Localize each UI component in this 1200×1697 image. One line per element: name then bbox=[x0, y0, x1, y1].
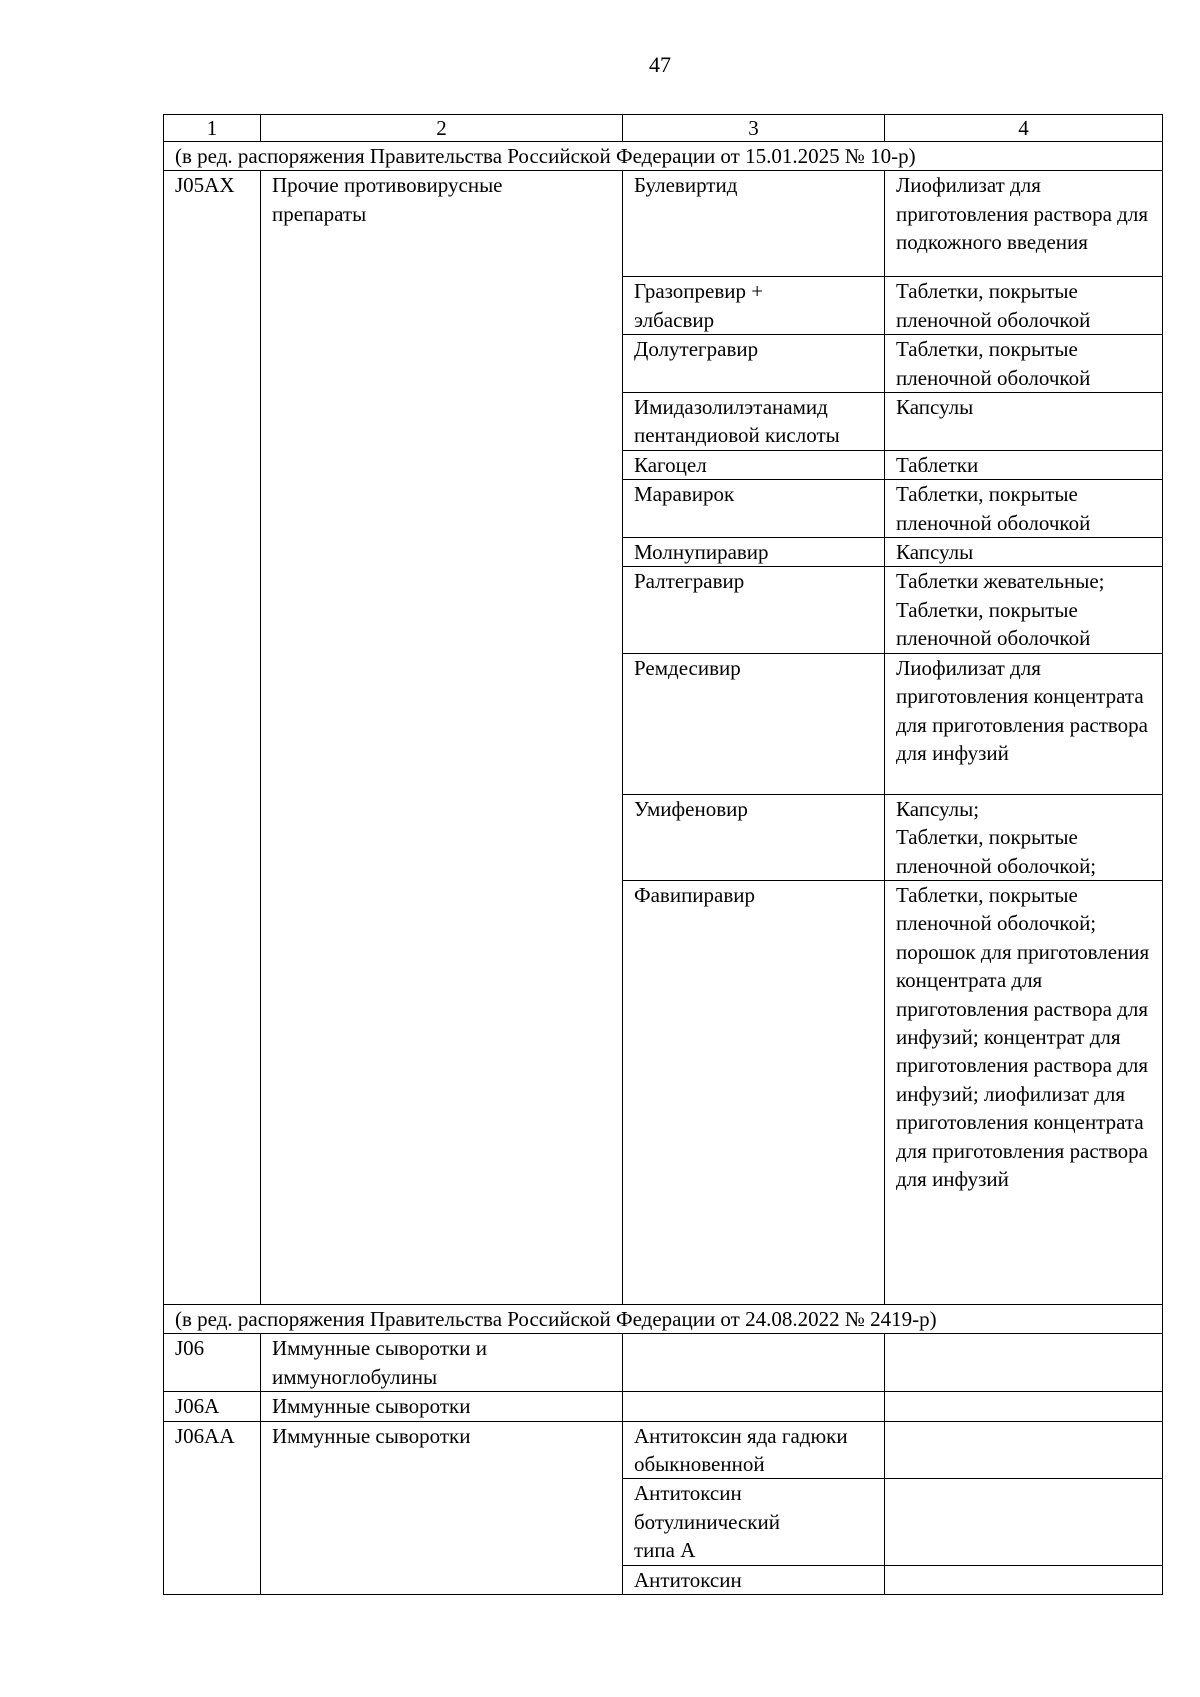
drug-name: Маравирок bbox=[623, 480, 885, 538]
drug-name: Фавипиравир bbox=[623, 880, 885, 1304]
dosage-form: Капсулы bbox=[885, 393, 1163, 451]
group-name: Иммунные сыворотки и иммуноглобулины bbox=[261, 1334, 623, 1392]
atc-code: J06A bbox=[164, 1392, 261, 1421]
table-row bbox=[164, 1421, 1163, 1479]
drug-name: Долутегравир bbox=[623, 335, 885, 393]
drug-name: Гразопревир + элбасвир bbox=[623, 277, 885, 335]
dosage-form: Лиофилизат для приготовления концентрата для приготовления раствора для инфузий bbox=[885, 653, 1163, 794]
atc-code: J06AA bbox=[164, 1421, 261, 1594]
header-cell: 1 bbox=[164, 115, 261, 142]
dosage-form: Лиофилизат для приготовления раствора для подкожного введения bbox=[885, 171, 1163, 277]
dosage-form bbox=[885, 1334, 1163, 1392]
dosage-form bbox=[885, 1421, 1163, 1479]
table-row bbox=[164, 171, 1163, 277]
dosage-form: Таблетки bbox=[885, 450, 1163, 479]
dosage-form bbox=[885, 1479, 1163, 1565]
atc-code: J06 bbox=[164, 1334, 261, 1392]
group-name: Прочие противовирусные препараты bbox=[261, 171, 623, 1305]
group-name: Иммунные сыворотки bbox=[261, 1421, 623, 1594]
table-row bbox=[164, 1334, 1163, 1392]
group-name: Иммунные сыворотки bbox=[261, 1392, 623, 1421]
dosage-form: Капсулы bbox=[885, 538, 1163, 567]
dosage-form: Капсулы; Таблетки, покрытые пленочной оболочкой; bbox=[885, 794, 1163, 880]
amendment-note-row bbox=[164, 142, 1163, 171]
amendment-note: (в ред. распоряжения Правительства Российской Федерации от 24.08.2022 № 2419-р) bbox=[164, 1304, 1163, 1333]
dosage-form bbox=[885, 1392, 1163, 1421]
drug-name bbox=[623, 1334, 885, 1392]
drug-name: Молнупиравир bbox=[623, 538, 885, 567]
dosage-form: Таблетки, покрытые пленочной оболочкой bbox=[885, 335, 1163, 393]
dosage-form bbox=[885, 1565, 1163, 1594]
drug-name: Антитоксин яда гадюки обыкновенной bbox=[623, 1421, 885, 1479]
drug-name: Антитоксин bbox=[623, 1565, 885, 1594]
dosage-form: Таблетки, покрытые пленочной оболочкой bbox=[885, 277, 1163, 335]
drug-name: Имидазолилэтанамид пентандиовой кислоты bbox=[623, 393, 885, 451]
drug-name: Антитоксин ботулинический типа А bbox=[623, 1479, 885, 1565]
header-cell: 2 bbox=[261, 115, 623, 142]
amendment-note-row bbox=[164, 1304, 1163, 1333]
drug-name: Умифеновир bbox=[623, 794, 885, 880]
dosage-form: Таблетки, покрытые пленочной оболочкой; порошок для приготовления концентрата для приготовления раствора для инфузий; концентрат для приготовления раствора для инфузий; лиофилизат для приготовления концентрата для приготовления раствора для инфузий bbox=[885, 880, 1163, 1304]
drug-name bbox=[623, 1392, 885, 1421]
header-row bbox=[164, 115, 1163, 142]
atc-code: J05AX bbox=[164, 171, 261, 1305]
page-number: 47 bbox=[649, 52, 671, 77]
dosage-form: Таблетки, покрытые пленочной оболочкой bbox=[885, 480, 1163, 538]
header-cell: 4 bbox=[885, 115, 1163, 142]
drug-table bbox=[163, 114, 1163, 1595]
table-row bbox=[164, 1392, 1163, 1421]
drug-name: Ремдесивир bbox=[623, 653, 885, 794]
drug-name: Ралтегравир bbox=[623, 567, 885, 653]
dosage-form: Таблетки жевательные; Таблетки, покрытые пленочной оболочкой bbox=[885, 567, 1163, 653]
drug-name: Булевиртид bbox=[623, 171, 885, 277]
drug-name: Кагоцел bbox=[623, 450, 885, 479]
amendment-note: (в ред. распоряжения Правительства Российской Федерации от 15.01.2025 № 10-р) bbox=[164, 142, 1163, 171]
header-cell: 3 bbox=[623, 115, 885, 142]
